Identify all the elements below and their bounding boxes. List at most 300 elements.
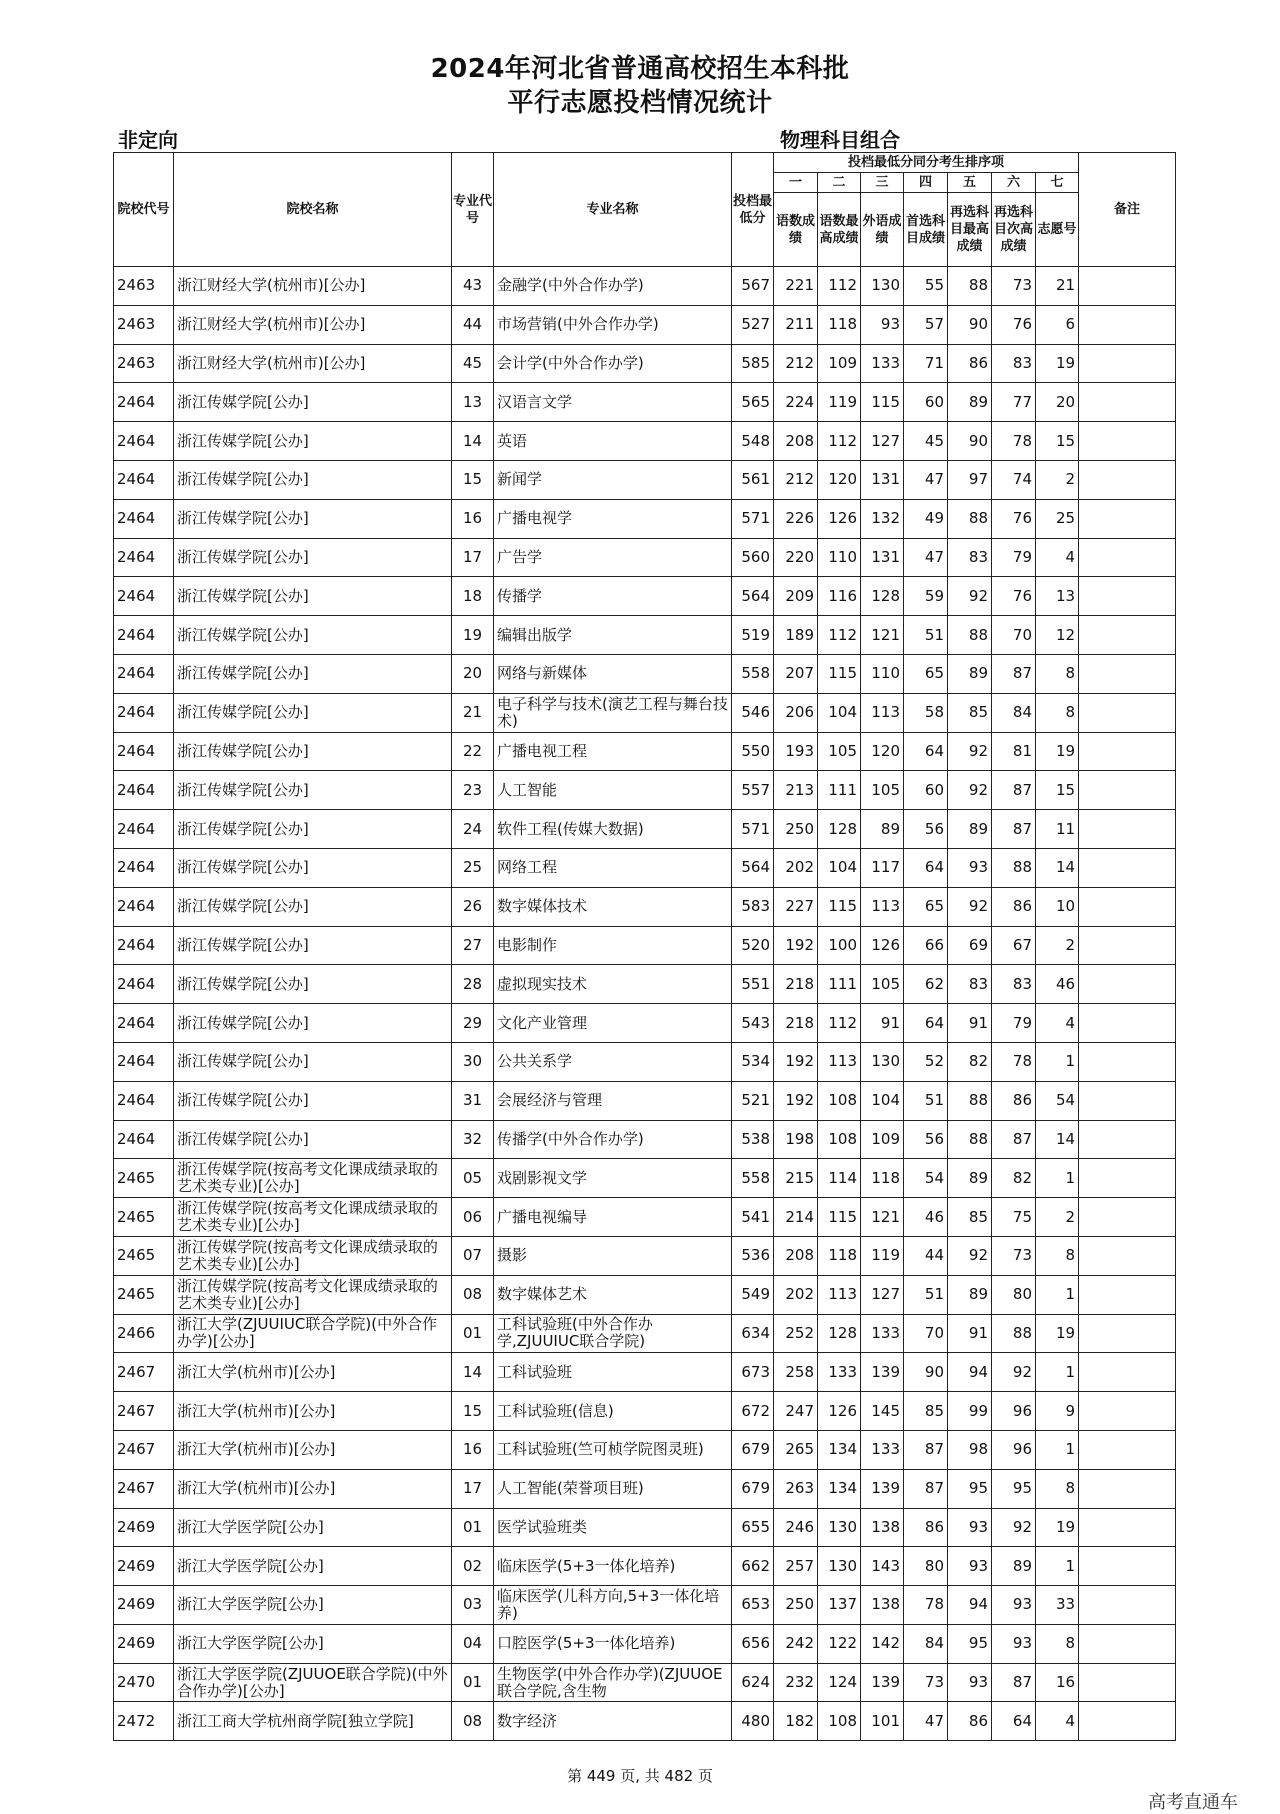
tiebreak-cell: 4 bbox=[1036, 1004, 1079, 1043]
major-name-cell: 网络与新媒体 bbox=[494, 654, 732, 693]
tiebreak-cell: 21 bbox=[1036, 267, 1079, 306]
school-code-cell: 2464 bbox=[114, 654, 174, 693]
min-score-cell: 565 bbox=[732, 383, 774, 422]
tiebreak-cell: 128 bbox=[818, 1314, 861, 1353]
school-code-cell: 2464 bbox=[114, 1081, 174, 1120]
tiebreak-cell: 73 bbox=[904, 1663, 948, 1702]
tiebreak-cell: 105 bbox=[861, 965, 904, 1004]
table-row bbox=[114, 1275, 1176, 1314]
tiebreak-cell: 16 bbox=[1036, 1663, 1079, 1702]
min-score-cell: 558 bbox=[732, 1159, 774, 1198]
tiebreak-cell: 124 bbox=[818, 1663, 861, 1702]
tiebreak-cell: 78 bbox=[992, 1042, 1036, 1081]
min-score-cell: 548 bbox=[732, 422, 774, 461]
major-code-cell: 28 bbox=[452, 965, 494, 1004]
tiebreak-cell: 198 bbox=[774, 1120, 818, 1159]
header-num: 七 bbox=[1036, 173, 1079, 193]
school-name-cell: 浙江传媒学院[公办] bbox=[174, 460, 452, 499]
tiebreak-cell: 92 bbox=[948, 1236, 992, 1275]
school-name-cell: 浙江大学(杭州市)[公办] bbox=[174, 1430, 452, 1469]
tiebreak-cell: 213 bbox=[774, 771, 818, 810]
school-name-cell: 浙江传媒学院(按高考文化课成绩录取的艺术类专业)[公办] bbox=[174, 1159, 452, 1198]
major-name-cell: 工科试验班 bbox=[494, 1353, 732, 1392]
table-row bbox=[114, 1042, 1176, 1081]
school-name-cell: 浙江大学医学院[公办] bbox=[174, 1547, 452, 1586]
major-code-cell: 01 bbox=[452, 1508, 494, 1547]
table-row bbox=[114, 1004, 1176, 1043]
tiebreak-cell: 86 bbox=[904, 1508, 948, 1547]
tiebreak-cell: 138 bbox=[861, 1508, 904, 1547]
major-code-cell: 17 bbox=[452, 538, 494, 577]
table-row bbox=[114, 848, 1176, 887]
tiebreak-cell: 105 bbox=[818, 732, 861, 771]
min-score-cell: 662 bbox=[732, 1547, 774, 1586]
tiebreak-cell: 62 bbox=[904, 965, 948, 1004]
tiebreak-cell: 11 bbox=[1036, 810, 1079, 849]
tiebreak-cell: 211 bbox=[774, 305, 818, 344]
tiebreak-cell: 85 bbox=[948, 1198, 992, 1237]
tiebreak-cell: 15 bbox=[1036, 422, 1079, 461]
tiebreak-cell: 122 bbox=[818, 1624, 861, 1663]
header-num: 三 bbox=[861, 173, 904, 193]
min-score-cell: 571 bbox=[732, 499, 774, 538]
tiebreak-cell: 126 bbox=[861, 926, 904, 965]
table-row bbox=[114, 1702, 1176, 1741]
header-item: 外语成绩 bbox=[861, 193, 904, 267]
tiebreak-cell: 46 bbox=[1036, 965, 1079, 1004]
min-score-cell: 520 bbox=[732, 926, 774, 965]
tiebreak-cell: 1 bbox=[1036, 1275, 1079, 1314]
major-code-cell: 31 bbox=[452, 1081, 494, 1120]
table-row bbox=[114, 305, 1176, 344]
tiebreak-cell: 8 bbox=[1036, 693, 1079, 732]
tiebreak-cell: 19 bbox=[1036, 1314, 1079, 1353]
tiebreak-cell: 115 bbox=[861, 383, 904, 422]
min-score-cell: 679 bbox=[732, 1430, 774, 1469]
school-name-cell: 浙江大学医学院[公办] bbox=[174, 1586, 452, 1625]
tiebreak-cell: 142 bbox=[861, 1624, 904, 1663]
tiebreak-cell: 89 bbox=[948, 654, 992, 693]
tiebreak-cell: 207 bbox=[774, 654, 818, 693]
tiebreak-cell: 145 bbox=[861, 1392, 904, 1431]
table-row bbox=[114, 1081, 1176, 1120]
table-row bbox=[114, 538, 1176, 577]
school-code-cell: 2464 bbox=[114, 926, 174, 965]
tiebreak-cell: 130 bbox=[861, 267, 904, 306]
tiebreak-cell: 111 bbox=[818, 771, 861, 810]
major-code-cell: 08 bbox=[452, 1702, 494, 1741]
school-name-cell: 浙江大学医学院[公办] bbox=[174, 1508, 452, 1547]
min-score-cell: 571 bbox=[732, 810, 774, 849]
tiebreak-cell: 84 bbox=[992, 693, 1036, 732]
tiebreak-cell: 218 bbox=[774, 965, 818, 1004]
header-min-score: 投档最低分 bbox=[732, 153, 774, 267]
min-score-cell: 551 bbox=[732, 965, 774, 1004]
school-code-cell: 2464 bbox=[114, 1042, 174, 1081]
remark-cell bbox=[1079, 771, 1176, 810]
tiebreak-cell: 115 bbox=[818, 887, 861, 926]
school-code-cell: 2464 bbox=[114, 887, 174, 926]
major-name-cell: 人工智能 bbox=[494, 771, 732, 810]
header-num: 六 bbox=[992, 173, 1036, 193]
major-code-cell: 04 bbox=[452, 1624, 494, 1663]
tiebreak-cell: 182 bbox=[774, 1702, 818, 1741]
tiebreak-cell: 65 bbox=[904, 887, 948, 926]
header-item: 语数最高成绩 bbox=[818, 193, 861, 267]
header-school-name: 院校名称 bbox=[174, 153, 452, 267]
remark-cell bbox=[1079, 616, 1176, 655]
tiebreak-cell: 208 bbox=[774, 1236, 818, 1275]
tiebreak-cell: 71 bbox=[904, 344, 948, 383]
tiebreak-cell: 119 bbox=[818, 383, 861, 422]
tiebreak-cell: 220 bbox=[774, 538, 818, 577]
tiebreak-cell: 47 bbox=[904, 538, 948, 577]
major-name-cell: 广播电视工程 bbox=[494, 732, 732, 771]
tiebreak-cell: 64 bbox=[992, 1702, 1036, 1741]
tiebreak-cell: 87 bbox=[992, 771, 1036, 810]
remark-cell bbox=[1079, 1547, 1176, 1586]
major-name-cell: 金融学(中外合作办学) bbox=[494, 267, 732, 306]
tiebreak-cell: 192 bbox=[774, 926, 818, 965]
school-code-cell: 2464 bbox=[114, 1120, 174, 1159]
tiebreak-cell: 95 bbox=[992, 1469, 1036, 1508]
school-code-cell: 2464 bbox=[114, 422, 174, 461]
tiebreak-cell: 44 bbox=[904, 1236, 948, 1275]
tiebreak-cell: 115 bbox=[818, 1198, 861, 1237]
watermark: 高考直通车 bbox=[1148, 1792, 1238, 1813]
tiebreak-cell: 25 bbox=[1036, 499, 1079, 538]
header-num: 二 bbox=[818, 173, 861, 193]
tiebreak-cell: 113 bbox=[861, 693, 904, 732]
min-score-cell: 673 bbox=[732, 1353, 774, 1392]
min-score-cell: 567 bbox=[732, 267, 774, 306]
header-remark: 备注 bbox=[1079, 153, 1176, 267]
school-code-cell: 2464 bbox=[114, 810, 174, 849]
tiebreak-cell: 250 bbox=[774, 810, 818, 849]
remark-cell bbox=[1079, 965, 1176, 1004]
tiebreak-cell: 119 bbox=[861, 1236, 904, 1275]
remark-cell bbox=[1079, 1081, 1176, 1120]
tiebreak-cell: 88 bbox=[948, 1120, 992, 1159]
header-item: 首选科目成绩 bbox=[904, 193, 948, 267]
major-code-cell: 08 bbox=[452, 1275, 494, 1314]
tiebreak-cell: 128 bbox=[818, 810, 861, 849]
school-code-cell: 2469 bbox=[114, 1586, 174, 1625]
school-name-cell: 浙江工商大学杭州商学院[独立学院] bbox=[174, 1702, 452, 1741]
school-name-cell: 浙江传媒学院[公办] bbox=[174, 926, 452, 965]
school-code-cell: 2464 bbox=[114, 965, 174, 1004]
major-code-cell: 26 bbox=[452, 887, 494, 926]
tiebreak-cell: 130 bbox=[818, 1508, 861, 1547]
tiebreak-cell: 90 bbox=[948, 305, 992, 344]
min-score-cell: 543 bbox=[732, 1004, 774, 1043]
tiebreak-cell: 92 bbox=[948, 771, 992, 810]
tiebreak-cell: 2 bbox=[1036, 460, 1079, 499]
header-item: 再选科目次高成绩 bbox=[992, 193, 1036, 267]
major-code-cell: 32 bbox=[452, 1120, 494, 1159]
school-name-cell: 浙江传媒学院[公办] bbox=[174, 1004, 452, 1043]
tiebreak-cell: 55 bbox=[904, 267, 948, 306]
major-code-cell: 16 bbox=[452, 499, 494, 538]
tiebreak-cell: 52 bbox=[904, 1042, 948, 1081]
tiebreak-cell: 111 bbox=[818, 965, 861, 1004]
tiebreak-cell: 95 bbox=[948, 1469, 992, 1508]
table-row bbox=[114, 965, 1176, 1004]
header-school-code: 院校代号 bbox=[114, 153, 174, 267]
school-name-cell: 浙江传媒学院[公办] bbox=[174, 771, 452, 810]
min-score-cell: 557 bbox=[732, 771, 774, 810]
tiebreak-cell: 49 bbox=[904, 499, 948, 538]
min-score-cell: 546 bbox=[732, 693, 774, 732]
major-code-cell: 02 bbox=[452, 1547, 494, 1586]
header-major-code: 专业代号 bbox=[452, 153, 494, 267]
page-footer: 第 449 页, 共 482 页 bbox=[567, 1767, 713, 1785]
remark-cell bbox=[1079, 577, 1176, 616]
tiebreak-cell: 221 bbox=[774, 267, 818, 306]
tiebreak-cell: 57 bbox=[904, 305, 948, 344]
tiebreak-cell: 8 bbox=[1036, 1236, 1079, 1275]
major-code-cell: 14 bbox=[452, 422, 494, 461]
header-major-name: 专业名称 bbox=[494, 153, 732, 267]
remark-cell bbox=[1079, 1353, 1176, 1392]
remark-cell bbox=[1079, 1430, 1176, 1469]
school-code-cell: 2464 bbox=[114, 577, 174, 616]
remark-cell bbox=[1079, 926, 1176, 965]
school-name-cell: 浙江传媒学院[公办] bbox=[174, 654, 452, 693]
table-row bbox=[114, 1586, 1176, 1625]
table-row bbox=[114, 577, 1176, 616]
tiebreak-cell: 258 bbox=[774, 1353, 818, 1392]
page-title: 2024年河北省普通高校招生本科批 bbox=[430, 54, 850, 84]
major-name-cell: 传播学 bbox=[494, 577, 732, 616]
school-code-cell: 2464 bbox=[114, 732, 174, 771]
tiebreak-cell: 83 bbox=[992, 965, 1036, 1004]
tiebreak-cell: 206 bbox=[774, 693, 818, 732]
tiebreak-cell: 121 bbox=[861, 616, 904, 655]
remark-cell bbox=[1079, 1392, 1176, 1431]
major-name-cell: 数字经济 bbox=[494, 1702, 732, 1741]
min-score-cell: 634 bbox=[732, 1314, 774, 1353]
table-row bbox=[114, 1236, 1176, 1275]
tiebreak-cell: 101 bbox=[861, 1702, 904, 1741]
remark-cell bbox=[1079, 1314, 1176, 1353]
tiebreak-cell: 87 bbox=[992, 810, 1036, 849]
tiebreak-cell: 132 bbox=[861, 499, 904, 538]
major-name-cell: 文化产业管理 bbox=[494, 1004, 732, 1043]
major-code-cell: 24 bbox=[452, 810, 494, 849]
header-item: 志愿号 bbox=[1036, 193, 1079, 267]
tiebreak-cell: 131 bbox=[861, 460, 904, 499]
tiebreak-cell: 82 bbox=[992, 1159, 1036, 1198]
tiebreak-cell: 65 bbox=[904, 654, 948, 693]
tiebreak-cell: 77 bbox=[992, 383, 1036, 422]
tiebreak-cell: 86 bbox=[948, 344, 992, 383]
major-code-cell: 13 bbox=[452, 383, 494, 422]
tiebreak-cell: 15 bbox=[1036, 771, 1079, 810]
header-item: 语数成绩 bbox=[774, 193, 818, 267]
tiebreak-cell: 100 bbox=[818, 926, 861, 965]
tiebreak-cell: 92 bbox=[992, 1508, 1036, 1547]
header-num: 四 bbox=[904, 173, 948, 193]
tiebreak-cell: 212 bbox=[774, 460, 818, 499]
major-code-cell: 25 bbox=[452, 848, 494, 887]
school-code-cell: 2464 bbox=[114, 499, 174, 538]
tiebreak-cell: 242 bbox=[774, 1624, 818, 1663]
tiebreak-cell: 112 bbox=[818, 616, 861, 655]
major-code-cell: 30 bbox=[452, 1042, 494, 1081]
remark-cell bbox=[1079, 732, 1176, 771]
school-name-cell: 浙江财经大学(杭州市)[公办] bbox=[174, 344, 452, 383]
tiebreak-cell: 88 bbox=[948, 616, 992, 655]
tiebreak-cell: 130 bbox=[861, 1042, 904, 1081]
remark-cell bbox=[1079, 654, 1176, 693]
tiebreak-cell: 4 bbox=[1036, 1702, 1079, 1741]
school-name-cell: 浙江传媒学院[公办] bbox=[174, 965, 452, 1004]
tiebreak-cell: 137 bbox=[818, 1586, 861, 1625]
table-row bbox=[114, 810, 1176, 849]
tiebreak-cell: 115 bbox=[818, 654, 861, 693]
tiebreak-cell: 232 bbox=[774, 1663, 818, 1702]
tiebreak-cell: 51 bbox=[904, 616, 948, 655]
tiebreak-cell: 90 bbox=[948, 422, 992, 461]
tiebreak-cell: 109 bbox=[818, 344, 861, 383]
tiebreak-cell: 224 bbox=[774, 383, 818, 422]
major-code-cell: 17 bbox=[452, 1469, 494, 1508]
tiebreak-cell: 73 bbox=[992, 1236, 1036, 1275]
tiebreak-cell: 83 bbox=[992, 344, 1036, 383]
major-code-cell: 15 bbox=[452, 460, 494, 499]
school-name-cell: 浙江传媒学院[公办] bbox=[174, 693, 452, 732]
tiebreak-cell: 84 bbox=[904, 1624, 948, 1663]
table-row bbox=[114, 344, 1176, 383]
major-code-cell: 05 bbox=[452, 1159, 494, 1198]
school-name-cell: 浙江传媒学院[公办] bbox=[174, 1081, 452, 1120]
remark-cell bbox=[1079, 1236, 1176, 1275]
remark-cell bbox=[1079, 1275, 1176, 1314]
school-name-cell: 浙江传媒学院[公办] bbox=[174, 616, 452, 655]
tiebreak-cell: 96 bbox=[992, 1430, 1036, 1469]
tiebreak-cell: 86 bbox=[948, 1702, 992, 1741]
tiebreak-cell: 12 bbox=[1036, 616, 1079, 655]
min-score-cell: 583 bbox=[732, 887, 774, 926]
tiebreak-cell: 1 bbox=[1036, 1159, 1079, 1198]
tiebreak-cell: 126 bbox=[818, 1392, 861, 1431]
tiebreak-cell: 67 bbox=[992, 926, 1036, 965]
school-code-cell: 2467 bbox=[114, 1353, 174, 1392]
tiebreak-cell: 74 bbox=[992, 460, 1036, 499]
major-name-cell: 会展经济与管理 bbox=[494, 1081, 732, 1120]
tiebreak-cell: 91 bbox=[948, 1004, 992, 1043]
remark-cell bbox=[1079, 693, 1176, 732]
tiebreak-cell: 64 bbox=[904, 732, 948, 771]
min-score-cell: 653 bbox=[732, 1586, 774, 1625]
major-code-cell: 01 bbox=[452, 1663, 494, 1702]
table-row bbox=[114, 422, 1176, 461]
tiebreak-cell: 91 bbox=[948, 1314, 992, 1353]
school-code-cell: 2464 bbox=[114, 616, 174, 655]
tiebreak-cell: 45 bbox=[904, 422, 948, 461]
tiebreak-cell: 85 bbox=[904, 1392, 948, 1431]
table-row bbox=[114, 1508, 1176, 1547]
min-score-cell: 672 bbox=[732, 1392, 774, 1431]
tiebreak-cell: 64 bbox=[904, 1004, 948, 1043]
tiebreak-cell: 104 bbox=[861, 1081, 904, 1120]
school-code-cell: 2463 bbox=[114, 305, 174, 344]
tiebreak-cell: 109 bbox=[861, 1120, 904, 1159]
school-name-cell: 浙江大学医学院(ZJUUOE联合学院)(中外合作办学)[公办] bbox=[174, 1663, 452, 1702]
remark-cell bbox=[1079, 1469, 1176, 1508]
tiebreak-cell: 88 bbox=[948, 267, 992, 306]
min-score-cell: 534 bbox=[732, 1042, 774, 1081]
tiebreak-cell: 139 bbox=[861, 1663, 904, 1702]
min-score-cell: 519 bbox=[732, 616, 774, 655]
school-code-cell: 2465 bbox=[114, 1236, 174, 1275]
major-name-cell: 数字媒体技术 bbox=[494, 887, 732, 926]
tiebreak-cell: 126 bbox=[818, 499, 861, 538]
school-name-cell: 浙江财经大学(杭州市)[公办] bbox=[174, 267, 452, 306]
remark-cell bbox=[1079, 422, 1176, 461]
table-body bbox=[114, 267, 1176, 1741]
min-score-cell: 655 bbox=[732, 1508, 774, 1547]
remark-cell bbox=[1079, 267, 1176, 306]
tiebreak-cell: 13 bbox=[1036, 577, 1079, 616]
tiebreak-cell: 85 bbox=[948, 693, 992, 732]
major-code-cell: 07 bbox=[452, 1236, 494, 1275]
tiebreak-cell: 2 bbox=[1036, 1198, 1079, 1237]
table-row bbox=[114, 926, 1176, 965]
tiebreak-cell: 92 bbox=[948, 577, 992, 616]
tiebreak-cell: 112 bbox=[818, 267, 861, 306]
min-score-cell: 564 bbox=[732, 848, 774, 887]
min-score-cell: 564 bbox=[732, 577, 774, 616]
tiebreak-cell: 118 bbox=[818, 1236, 861, 1275]
major-name-cell: 医学试验班类 bbox=[494, 1508, 732, 1547]
major-code-cell: 03 bbox=[452, 1586, 494, 1625]
tiebreak-cell: 97 bbox=[948, 460, 992, 499]
tiebreak-cell: 214 bbox=[774, 1198, 818, 1237]
tiebreak-cell: 226 bbox=[774, 499, 818, 538]
tiebreak-cell: 202 bbox=[774, 848, 818, 887]
tiebreak-cell: 4 bbox=[1036, 538, 1079, 577]
tiebreak-cell: 108 bbox=[818, 1702, 861, 1741]
min-score-cell: 541 bbox=[732, 1198, 774, 1237]
tiebreak-cell: 76 bbox=[992, 305, 1036, 344]
tiebreak-cell: 104 bbox=[818, 693, 861, 732]
tiebreak-cell: 114 bbox=[818, 1159, 861, 1198]
tiebreak-cell: 250 bbox=[774, 1586, 818, 1625]
tiebreak-cell: 83 bbox=[948, 965, 992, 1004]
major-code-cell: 29 bbox=[452, 1004, 494, 1043]
major-name-cell: 软件工程(传媒大数据) bbox=[494, 810, 732, 849]
tiebreak-cell: 133 bbox=[861, 1314, 904, 1353]
school-name-cell: 浙江财经大学(杭州市)[公办] bbox=[174, 305, 452, 344]
tiebreak-cell: 89 bbox=[948, 383, 992, 422]
tiebreak-cell: 189 bbox=[774, 616, 818, 655]
tiebreak-cell: 209 bbox=[774, 577, 818, 616]
tiebreak-cell: 20 bbox=[1036, 383, 1079, 422]
table-row bbox=[114, 654, 1176, 693]
major-name-cell: 汉语言文学 bbox=[494, 383, 732, 422]
tiebreak-cell: 105 bbox=[861, 771, 904, 810]
tiebreak-cell: 108 bbox=[818, 1120, 861, 1159]
table-row bbox=[114, 1353, 1176, 1392]
tiebreak-cell: 94 bbox=[948, 1353, 992, 1392]
tiebreak-cell: 110 bbox=[818, 538, 861, 577]
tiebreak-cell: 69 bbox=[948, 926, 992, 965]
school-code-cell: 2464 bbox=[114, 383, 174, 422]
table-row bbox=[114, 1469, 1176, 1508]
tiebreak-cell: 93 bbox=[861, 305, 904, 344]
